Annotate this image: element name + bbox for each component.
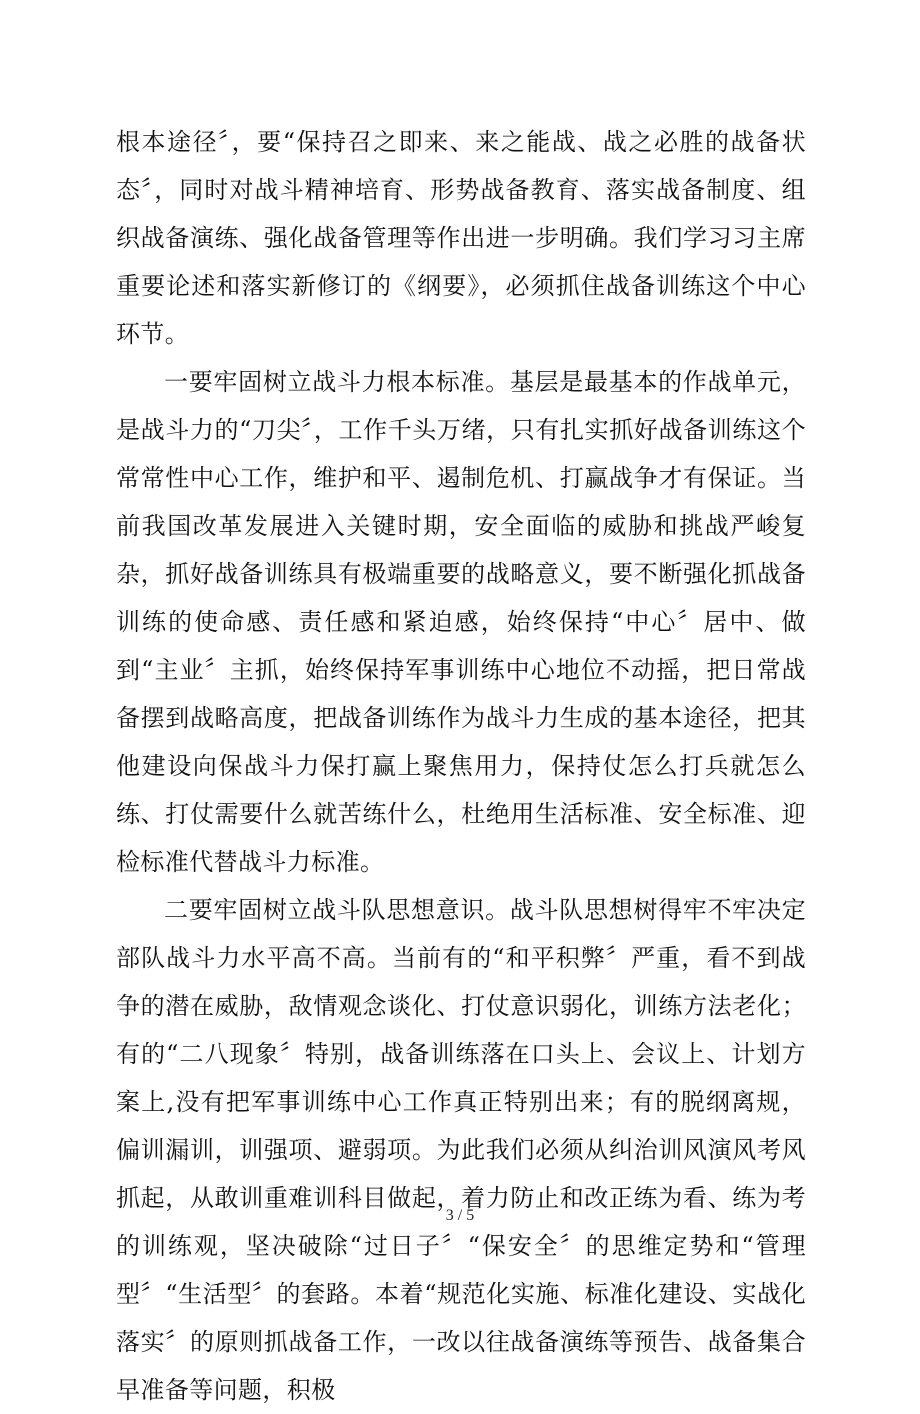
- paragraph-1: 根本途径〞，要“保持召之即来、来之能战、战之必胜的战备状态〞，同时对战斗精神培育、形势战备教育、落实战备制度、组织战备演练、强化战备管理等作出进一步明确。我们学习习主席重要论述和落实新修订的《纲要》，必须抓住战备训练这个中心环节。: [116, 128, 806, 348]
- paragraph-3: 二要牢固树立战斗队思想意识。战斗队思想树得牢不牢决定部队战斗力水平高不高。当前有的“和平积弊〞严重，看不到战争的潜在威胁，敌情观念谈化、打仗意识弱化，训练方法老化；有的“二八现象〞特别，战备训练落在口头上、会议上、计划方案上,没有把军事训练中心工作真正特别出来；有的脱纲离规，偏训漏训，训强项、避弱项。为此我们必须从纠治训风演风考风抓起，从敢训重难训科目做起，着力防止和改正练为看、练为考的训练观，坚决破除“过日子〞“保安全〞的思维定势和“管理型〞“生活型〞的套路。本着“规范化实施、标准化建设、实战化落实〞的原则抓战备工作，一改以往战备演练等预告、战备集合早准备等问题，积极: [116, 896, 806, 1404]
- page-number: 3 / 5: [445, 1207, 475, 1224]
- paragraph-2: 一要牢固树立战斗力根本标准。基层是最基本的作战单元，是战斗力的“刀尖〞，工作千头万绪，只有扎实抓好战备训练这个常常性中心工作，维护和平、遏制危机、打赢战争才有保证。当前我国改革发展进入关键时期，安全面临的威胁和挑战严峻复杂，抓好战备训练具有极端重要的战略意义，要不断强化抓战备训练的使命感、责任感和紧迫感，始终保持“中心〞居中、做到“主业〞主抓，始终保持军事训练中心地位不动摇，把日常战备摆到战略高度，把战备训练作为战斗力生成的基本途径，把其他建设向保战斗力保打赢上聚焦用力，保持仗怎么打兵就怎么练、打仗需要什么就苦练什么，杜绝用生活标准、安全标准、迎检标准代替战斗力标准。: [116, 368, 806, 876]
